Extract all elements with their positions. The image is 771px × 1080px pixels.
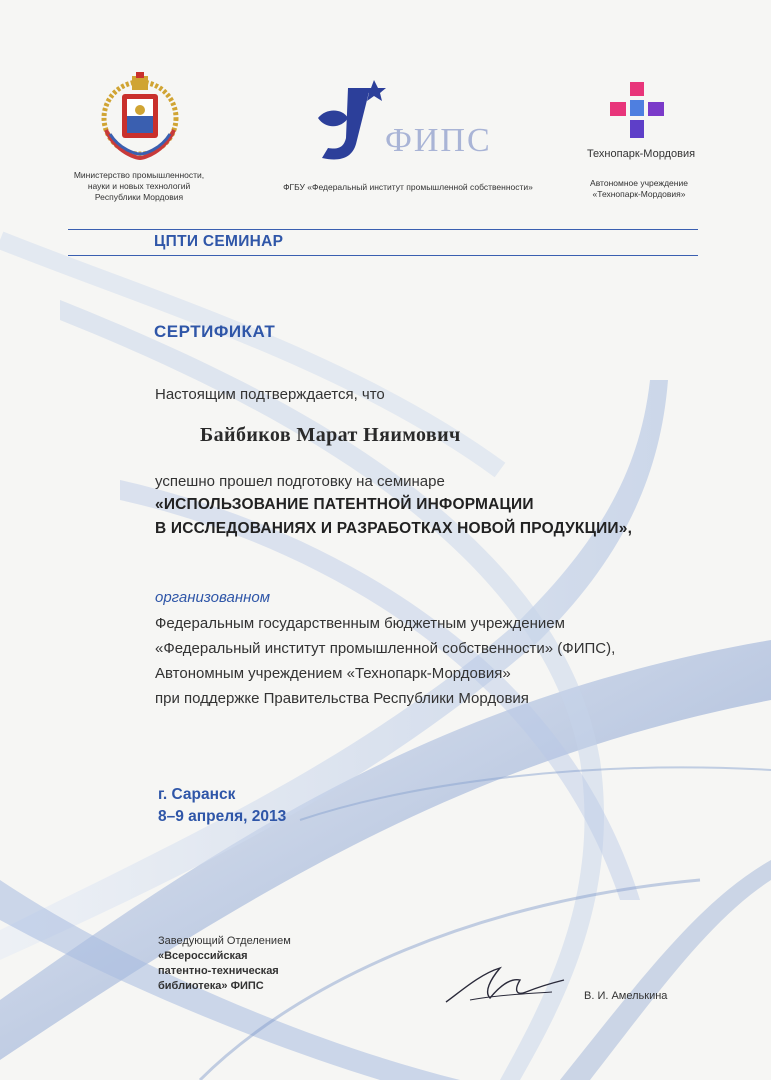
fips-caption: ФГБУ «Федеральный институт промышленной собственности» <box>283 182 533 192</box>
event-dates: 8–9 апреля, 2013 <box>158 808 287 825</box>
signatory-position-line-1: Заведующий Отделением <box>158 935 291 947</box>
seminar-title-line-2: В ИССЛЕДОВАНИЯХ И РАЗРАБОТКАХ НОВОЙ ПРОДУКЦИИ», <box>155 520 633 537</box>
technopark-caption-line-1: Автономное учреждение <box>590 178 688 188</box>
signatory-position-line-2: «Всероссийская <box>158 950 248 962</box>
technopark-wordmark: Технопарк-Мордовия <box>586 148 696 160</box>
completed-line: успешно прошел подготовку на семинаре <box>155 473 445 490</box>
ministry-caption-line-1: Министерство промышленности, <box>73 170 205 180</box>
organizer-line-4: при поддержке Правительства Республики Мордовия <box>155 690 529 707</box>
technopark-caption-line-2: «Технопарк-Мордовия» <box>592 189 686 199</box>
seminar-header: ЦПТИ СЕМИНАР <box>154 233 284 250</box>
technopark-caption <box>572 178 706 200</box>
recipient-name: Байбиков Марат Няимович <box>200 424 461 446</box>
ministry-caption-line-2: науки и новых технологий <box>87 181 191 191</box>
fips-emblem-logo <box>312 78 392 164</box>
signatory-position-line-4: библиотека» ФИПС <box>158 980 264 992</box>
organizer-line-3: Автономным учреждением «Технопарк-Мордовия» <box>155 665 511 682</box>
header-rule-bottom <box>68 255 698 256</box>
certificate-title: СЕРТИФИКАТ <box>154 322 276 341</box>
seminar-title-line-1: «ИСПОЛЬЗОВАНИЕ ПАТЕНТНОЙ ИНФОРМАЦИИ <box>155 496 534 513</box>
organized-label: организованном <box>155 589 270 606</box>
header-rule-top <box>68 229 698 230</box>
signatory-name: В. И. Амелькина <box>584 990 668 1002</box>
ministry-caption-line-3: Республики Мордовия <box>94 192 184 202</box>
organizer-line-1: Федеральным государственным бюджетным учреждением <box>155 615 565 632</box>
technopark-logo <box>604 80 670 142</box>
city: г. Саранск <box>158 786 236 803</box>
ministry-caption <box>64 170 214 203</box>
signatory-position <box>158 934 291 994</box>
signatory-position-line-3: патентно-техническая <box>158 965 279 977</box>
confirm-line: Настоящим подтверждается, что <box>155 386 385 403</box>
organizer-line-2: «Федеральный институт промышленной собственности» (ФИПС), <box>155 640 616 657</box>
mordovia-coat-of-arms-logo <box>96 70 184 162</box>
fips-wordmark: ФИПС <box>385 122 492 159</box>
handwritten-signature <box>440 962 570 1010</box>
